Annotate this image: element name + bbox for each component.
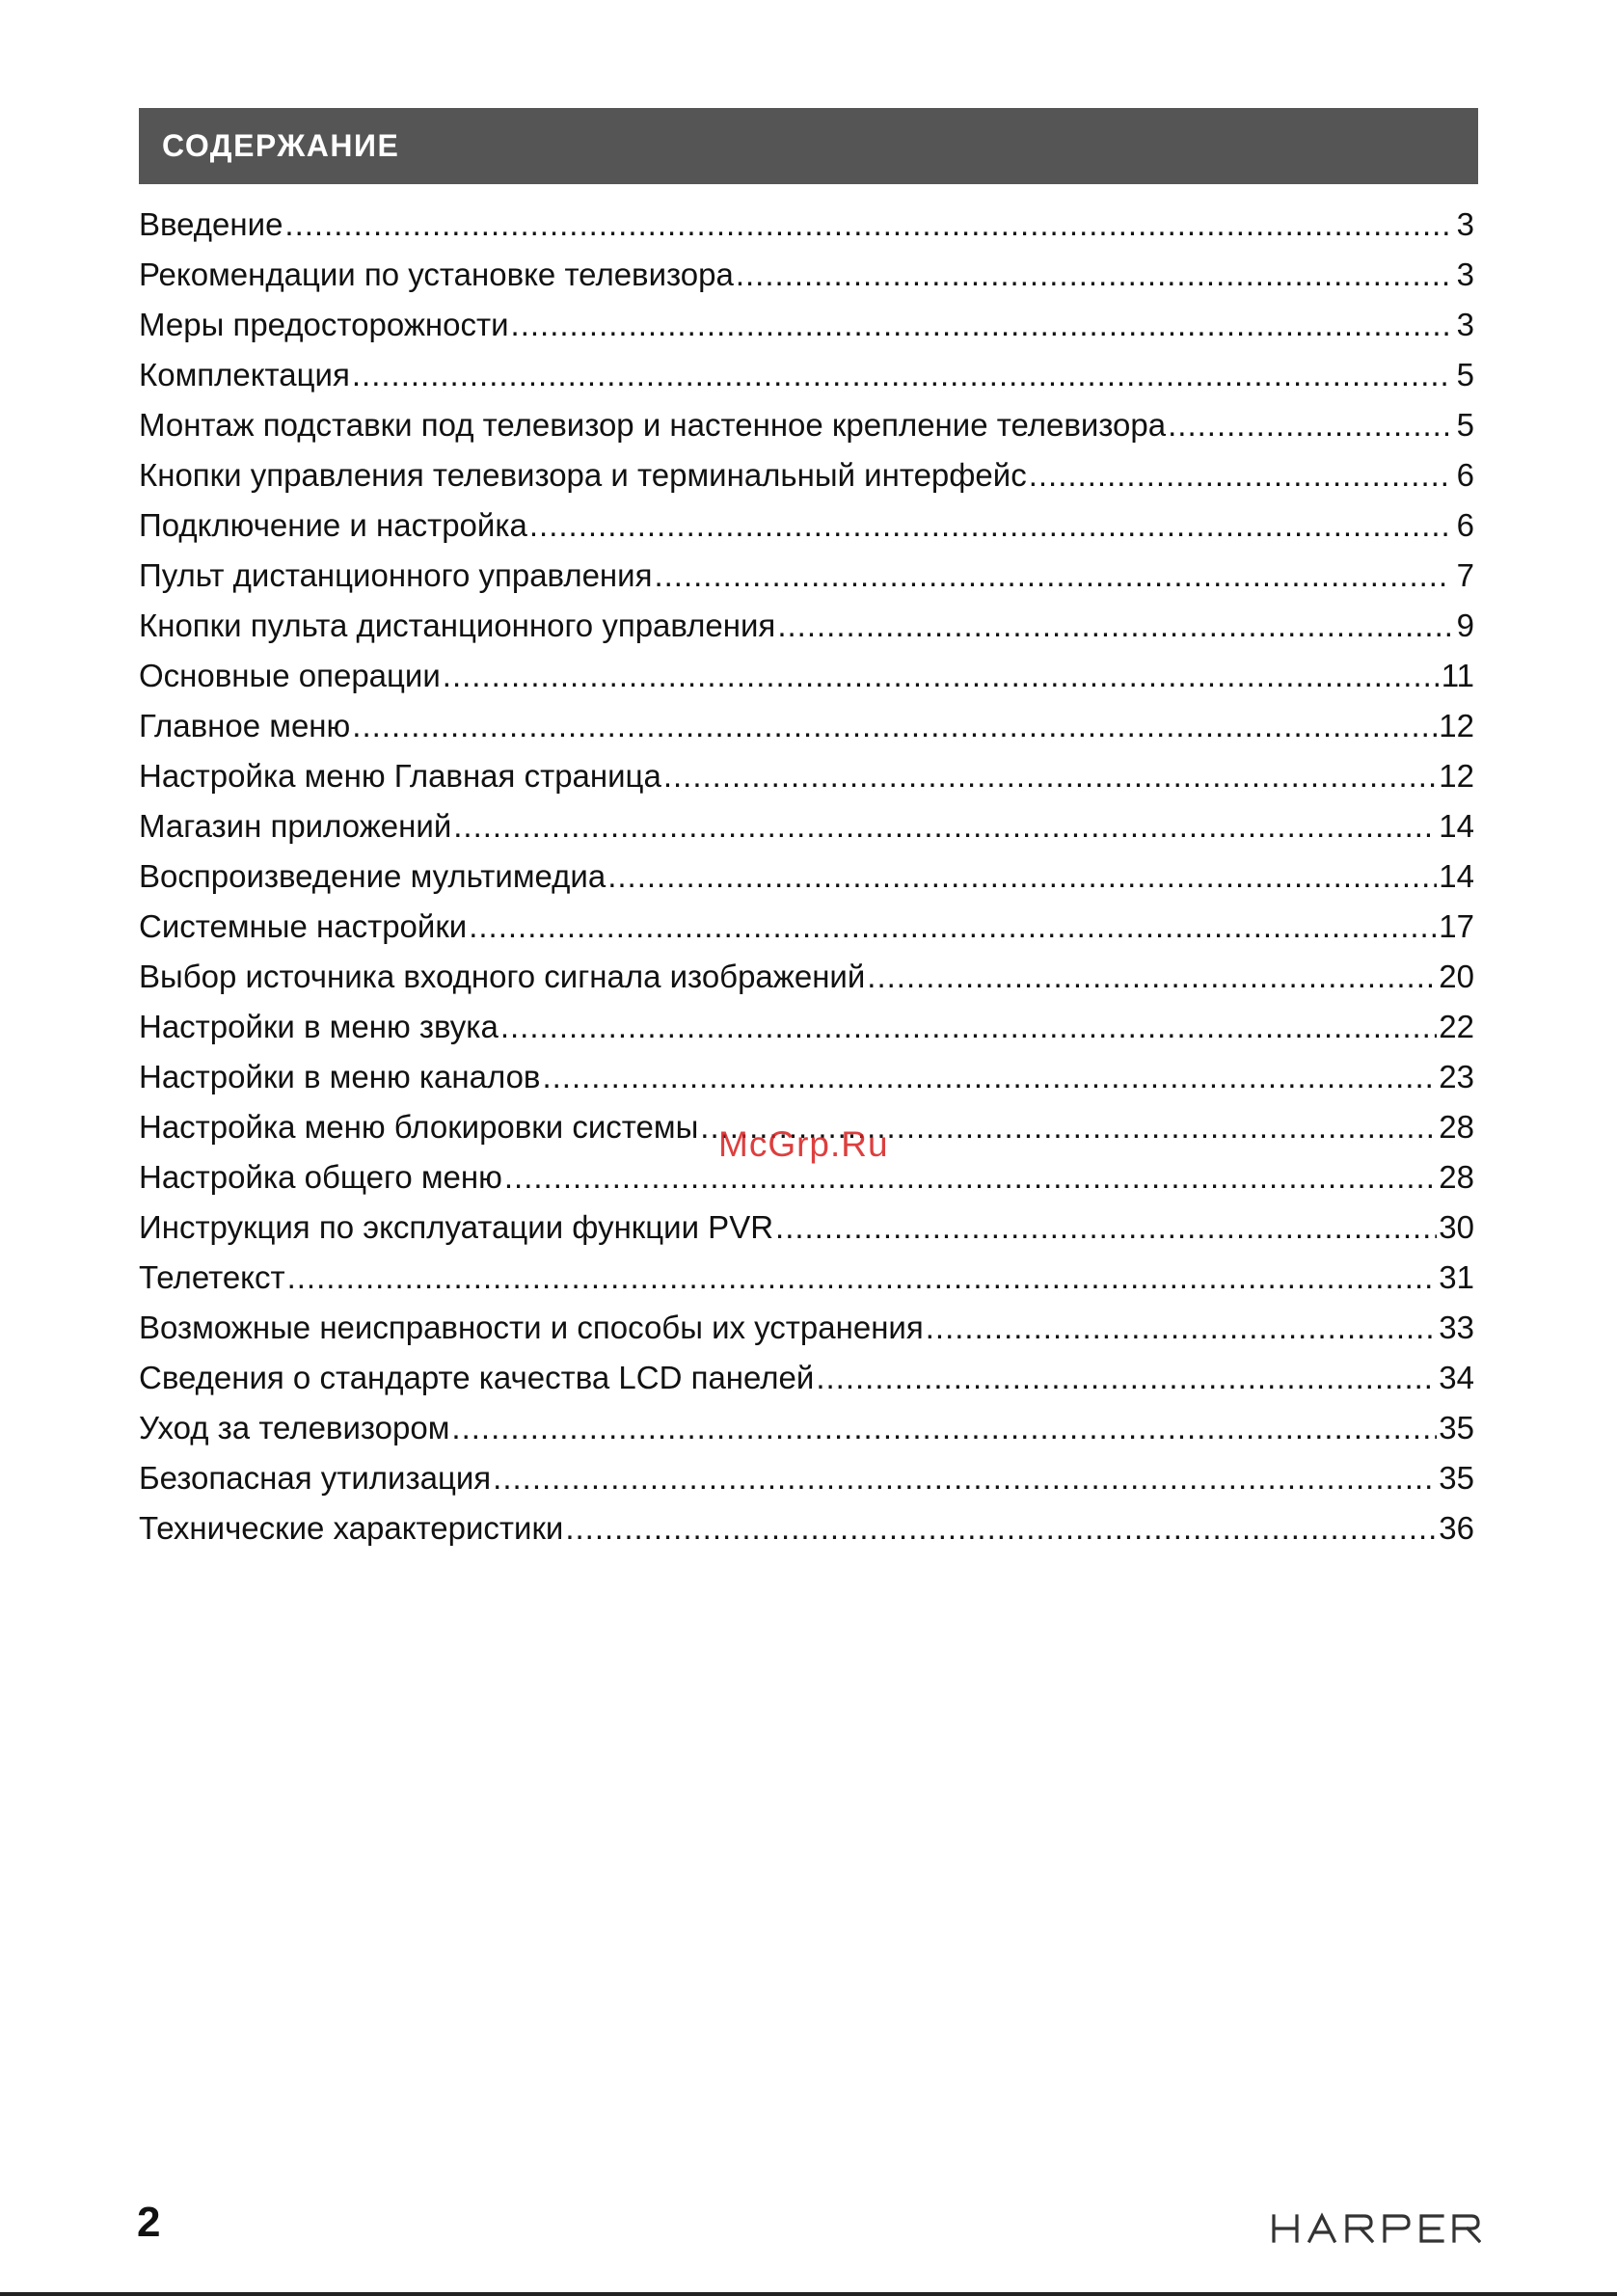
toc-entry-page: 14 <box>1439 858 1474 894</box>
toc-entry <box>139 952 1474 1002</box>
toc-entry-title: Технические характеристики <box>139 1510 564 1546</box>
toc-entry-page: 5 <box>1456 407 1474 443</box>
toc-entry <box>139 551 1474 601</box>
toc-entry-title: Системные настройки <box>139 908 468 944</box>
contents-header-bar <box>139 108 1478 184</box>
toc-entry-page: 20 <box>1439 959 1474 994</box>
toc-entry-title: Настройка меню блокировки системы <box>139 1109 699 1145</box>
toc-entry <box>139 601 1474 651</box>
toc-entry-title: Инструкция по эксплуатации функции PVR <box>139 1209 774 1245</box>
toc-entry-title: Настройка меню Главная страница <box>139 758 661 794</box>
toc-entry-page: 6 <box>1456 457 1474 493</box>
toc-entry-page: 33 <box>1439 1310 1474 1345</box>
toc-entry-title: Монтаж подставки под телевизор и настенное крепление телевизора <box>139 407 1167 443</box>
toc-entry <box>139 1002 1474 1052</box>
toc-entry-title: Меры предосторожности <box>139 307 509 342</box>
toc-entry <box>139 200 1474 250</box>
toc-entry <box>139 701 1474 751</box>
toc-dot-leader <box>504 1152 1437 1202</box>
toc-dot-leader <box>1168 400 1451 450</box>
toc-entry <box>139 300 1474 350</box>
toc-entry <box>139 1403 1474 1453</box>
toc-dot-leader <box>500 1002 1437 1052</box>
toc-dot-leader <box>469 902 1437 952</box>
toc-entry <box>139 1253 1474 1303</box>
toc-dot-leader <box>1029 450 1451 500</box>
toc-entry-title: Главное меню <box>139 708 351 743</box>
toc-entry <box>139 1052 1474 1102</box>
toc-entry-title: Настройка общего меню <box>139 1159 502 1195</box>
toc-entry <box>139 902 1474 952</box>
toc-dot-leader <box>287 1253 1438 1303</box>
toc-entry-title: Комплектация <box>139 357 350 392</box>
bottom-border <box>0 2292 1617 2296</box>
toc-entry-page: 7 <box>1456 557 1474 593</box>
toc-dot-leader <box>284 200 1451 250</box>
toc-entry <box>139 751 1474 801</box>
toc-dot-leader <box>565 1503 1437 1553</box>
toc-entry-title: Выбор источника входного сигнала изображений <box>139 959 866 994</box>
toc-dot-leader <box>542 1052 1437 1102</box>
toc-entry-page: 14 <box>1439 808 1474 844</box>
toc-entry-title: Основные операции <box>139 658 441 693</box>
toc-dot-leader <box>511 300 1451 350</box>
toc-entry-page: 3 <box>1456 307 1474 342</box>
toc-entry-title: Уход за телевизором <box>139 1410 450 1445</box>
toc-entry-title: Воспроизведение мультимедиа <box>139 858 606 894</box>
toc-entry-page: 22 <box>1439 1009 1474 1044</box>
toc-entry-page: 9 <box>1456 608 1474 643</box>
toc-entry-title: Настройки в меню звука <box>139 1009 499 1044</box>
toc-entry-title: Настройки в меню каналов <box>139 1059 541 1094</box>
toc-entry-title: Безопасная утилизация <box>139 1460 492 1496</box>
toc-entry <box>139 250 1474 300</box>
toc-entry-page: 30 <box>1439 1209 1474 1245</box>
toc-dot-leader <box>867 952 1437 1002</box>
toc-entry-page: 28 <box>1439 1159 1474 1195</box>
contents-title: СОДЕРЖАНИЕ <box>162 128 400 163</box>
toc-entry-title: Телетекст <box>139 1259 285 1295</box>
toc-entry <box>139 500 1474 551</box>
toc-entry-title: Введение <box>139 206 283 242</box>
toc-entry-page: 12 <box>1439 708 1474 743</box>
harper-logo <box>1271 2212 1481 2245</box>
toc-entry-title: Возможные неисправности и способы их устранения <box>139 1310 924 1345</box>
toc-dot-leader <box>775 1202 1437 1253</box>
toc-dot-leader <box>926 1303 1438 1353</box>
toc-entry <box>139 801 1474 851</box>
toc-entry <box>139 1353 1474 1403</box>
toc-entry-page: 5 <box>1456 357 1474 392</box>
toc-entry-title: Кнопки управления телевизора и терминальный интерфейс <box>139 457 1027 493</box>
toc-dot-leader <box>451 1403 1437 1453</box>
toc-entry-page: 6 <box>1456 507 1474 543</box>
toc-entry <box>139 1303 1474 1353</box>
toc-dot-leader <box>352 350 1451 400</box>
toc-dot-leader <box>352 701 1437 751</box>
toc-dot-leader <box>816 1353 1437 1403</box>
toc-entry <box>139 1453 1474 1503</box>
toc-dot-leader <box>493 1453 1437 1503</box>
toc-entry-page: 28 <box>1439 1109 1474 1145</box>
toc-entry <box>139 651 1474 701</box>
toc-dot-leader <box>529 500 1451 551</box>
toc-entry-title: Сведения о стандарте качества LCD панелей <box>139 1360 815 1395</box>
toc-entry-page: 35 <box>1439 1460 1474 1496</box>
toc-entry <box>139 450 1474 500</box>
toc-dot-leader <box>736 250 1451 300</box>
toc-entry-page: 3 <box>1456 206 1474 242</box>
toc-entry <box>139 1202 1474 1253</box>
toc-dot-leader <box>453 801 1437 851</box>
toc-entry-page: 36 <box>1439 1510 1474 1546</box>
toc-entry <box>139 1503 1474 1553</box>
toc-entry-page: 35 <box>1439 1410 1474 1445</box>
toc-entry-title: Пульт дистанционного управления <box>139 557 653 593</box>
toc-entry-title: Рекомендации по установке телевизора <box>139 257 734 292</box>
toc-entry <box>139 400 1474 450</box>
toc-dot-leader <box>443 651 1440 701</box>
page-number: 2 <box>137 2199 161 2246</box>
toc-entry-title: Кнопки пульта дистанционного управления <box>139 608 776 643</box>
toc-entry-title: Подключение и настройка <box>139 507 527 543</box>
toc-dot-leader <box>777 601 1451 651</box>
toc-entry-page: 23 <box>1439 1059 1474 1094</box>
toc-dot-leader <box>607 851 1437 902</box>
toc-dot-leader <box>663 751 1437 801</box>
toc-entry <box>139 350 1474 400</box>
toc-dot-leader <box>654 551 1451 601</box>
toc-entry-page: 31 <box>1439 1259 1474 1295</box>
watermark: McGrp.Ru <box>718 1124 889 1164</box>
toc-entry <box>139 851 1474 902</box>
toc-entry-page: 17 <box>1439 908 1474 944</box>
toc-entry-page: 34 <box>1439 1360 1474 1395</box>
toc-entry-page: 12 <box>1439 758 1474 794</box>
toc-entry-page: 3 <box>1456 257 1474 292</box>
toc-entry-title: Магазин приложений <box>139 808 452 844</box>
toc-entry-page: 11 <box>1441 658 1474 693</box>
table-of-contents <box>139 200 1474 1553</box>
